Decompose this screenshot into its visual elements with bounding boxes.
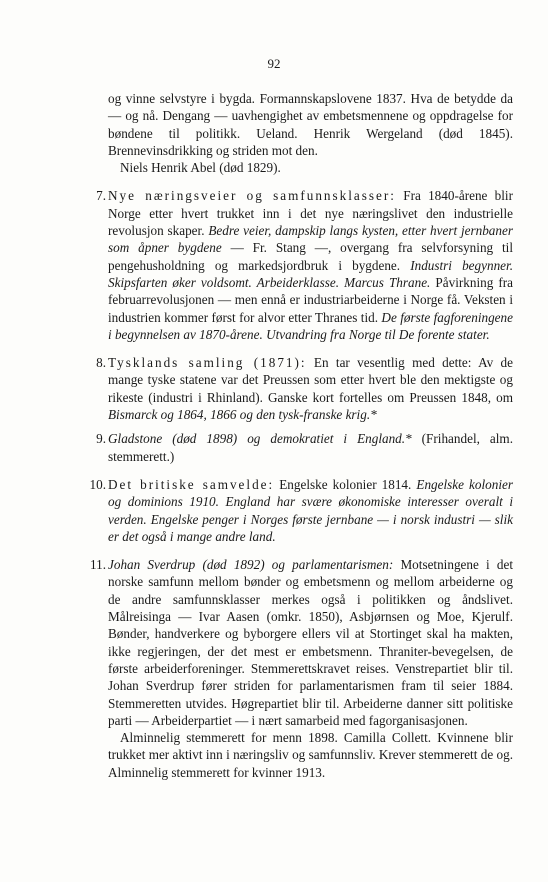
section-heading: Nye næringsveier og samfunnsklasser: [108,188,396,204]
section-7 [96,187,513,343]
section-text: Det britiske samvelde: Engelske kolonier 1814. Engelske kolonier og dominions 1910. England har svære økonomiske interesser overalt i verden. Engelske penger i Norges første jernbane — i norsk industri — slik er det også i mange andre land. [108,476,513,544]
section-text: Tysklands samling (1871): En tar vesentlig med dette: Av de mange tyske statene var det Preussen som etter hvert ble den mektigste og rikeste (industri i Rhinland). Ganske kort fortelles om Preussen 1848, om Bismarck og 1864, 1866 og den tysk-franske krig.* [108,355,513,423]
intro-abel-line: Niels Henrik Abel (død 1829). [120,160,281,176]
section-number: 8. [96,355,106,371]
section-number: 11. [90,557,106,573]
section-heading: Det britiske samvelde: [108,476,275,492]
section-8 [96,354,513,423]
section-9 [96,430,513,465]
section-heading: Gladstone (død 1898) og demokratiet i England.* [108,431,412,447]
section-number: 9. [96,431,106,447]
section-heading: Johan Sverdrup (død 1892) og parlamentarismen: [108,557,394,573]
section-text-continued: Alminnelig stemmerett for menn 1898. Camilla Collett. Kvinnene blir trukket mer aktivt inn i næringsliv og samfunnsliv. Krever stemmerett de og. Alminnelig stemmerett for kvinner 1913. [108,730,513,780]
section-number: 7. [96,188,106,204]
intro-paragraph: og vinne selvstyre i bygda. Formannskapslovene 1837. Hva de betydde da — og nå. Dengang — uavhengighet av embetsmennene og oppdragelse for bøndene til politikk. Ueland. Henrik Wergeland (død 1845). Brennevinsdrikking og striden mot den. [108,91,513,158]
section-10 [89,476,513,545]
section-heading: Tysklands samling (1871): [108,355,307,371]
section-text: Nye næringsveier og samfunnsklasser: Fra 1840-årene blir Norge etter hvert trukket inn i det nye næringslivet den industrielle revolusjon skaper. Bedre veier, dampskip langs kysten, etter hvert jernbaner som åpner bygdene — Fr. Stang —, overgang fra selvforsyning til pengehusholdning og markedsjordbruk i bygdene. Industri begynner. Skipsfarten øker voldsomt. Arbeiderklasse. Marcus Thrane. Påvirkning fra februarrevolusjonen — men ennå er industriarbeiderne i Norge få. Veksten i industrien kommer først for alvor etter Thranes tid. De første fagforeningene i begynnelsen av 1870-årene. Utvandring fra Norge til De forente stater. [108,188,513,342]
section-text: Gladstone (død 1898) og demokratiet i England.* (Frihandel, alm. stemmerett.) [108,431,513,464]
section-11 [90,556,513,781]
body-text [89,90,513,781]
section-number: 10. [89,476,106,492]
page-number: 92 [267,56,281,71]
section-text: Johan Sverdrup (død 1892) og parlamentarismen: Motsetningene i det norske samfunn mellom bønder og embetsmenn og mellom arbeiderne og de andre samfunnsklasser merkes også i politikken og åndslivet. Målreisinga — Ivar Aasen (omkr. 1850), Asbjørnsen og Moe, Kjerulf. Bønder, handverkere og byborgere ellers vil at Stortinget skal ha makten, ikke regjeringen, der det mest er embetsmenn. Thraniter-bevegelsen, de første arbeiderforeninger. Stemmerettskravet reises. Venstrepartiet blir til. Johan Sverdrup fører striden for parlamentarismen fram til seier 1884. Stemmeretten utvides. Høgrepartiet blir til. Arbeiderne danner sitt politiske parti — Arbeiderpartiet — i nært samarbeid med fagorganisasjonen. [108,557,513,728]
